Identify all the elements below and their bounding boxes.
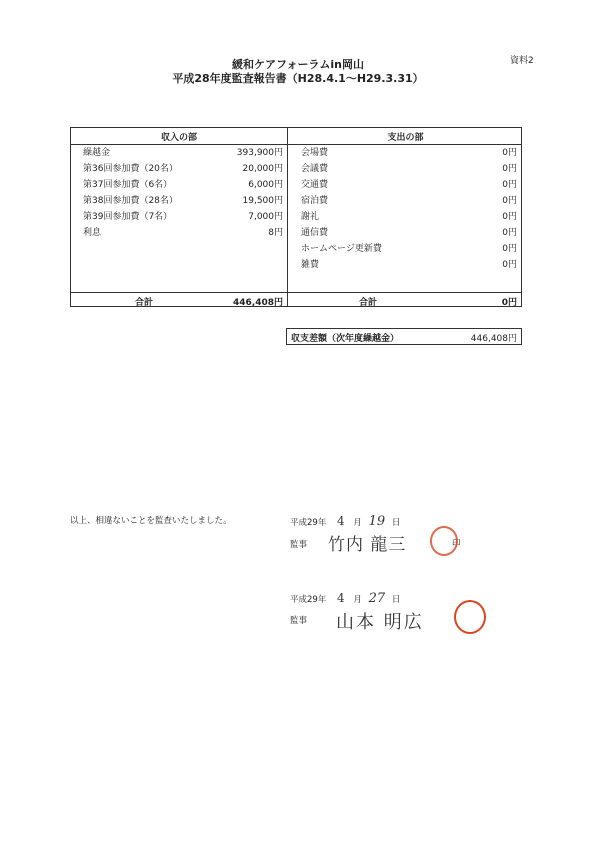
column-divider bbox=[287, 128, 288, 306]
budget-table bbox=[70, 127, 522, 307]
seal-mark: 印 bbox=[452, 539, 461, 549]
balance-box bbox=[286, 328, 522, 345]
date-era: 平成29年 bbox=[290, 518, 327, 528]
expense-label: 雑費 bbox=[301, 260, 320, 270]
date-era: 平成29年 bbox=[290, 595, 327, 605]
date-day: 27 bbox=[368, 591, 386, 606]
income-value: 20,000円 bbox=[242, 164, 283, 174]
balance-value: 446,408円 bbox=[470, 334, 517, 344]
date-month-unit: 月 bbox=[353, 595, 362, 605]
income-total: 446,408円 bbox=[233, 298, 283, 308]
income-label: 第36回参加費（20名） bbox=[83, 164, 178, 174]
expense-value: 0円 bbox=[502, 180, 517, 190]
expense-value: 0円 bbox=[502, 244, 517, 254]
audit-date-1 bbox=[290, 514, 400, 529]
expense-label: 会議費 bbox=[301, 164, 329, 174]
auditor-signature-2: 山本 明広 bbox=[336, 612, 424, 633]
expense-value: 0円 bbox=[502, 196, 517, 206]
date-day-unit: 日 bbox=[391, 518, 401, 528]
auditor-signature-1: 竹内 龍三 bbox=[328, 535, 407, 555]
income-header: 収入の部 bbox=[160, 133, 197, 143]
expense-label: 通信費 bbox=[301, 228, 329, 238]
income-label: 第37回参加費（6名） bbox=[83, 180, 173, 190]
income-value: 6,000円 bbox=[248, 180, 283, 190]
personal-seal-1 bbox=[430, 526, 458, 556]
income-value: 7,000円 bbox=[248, 212, 283, 222]
date-month-unit: 月 bbox=[353, 518, 362, 528]
header-divider bbox=[71, 144, 521, 145]
expense-label: 会場費 bbox=[301, 148, 329, 158]
personal-seal-2 bbox=[454, 600, 486, 634]
income-value: 393,900円 bbox=[236, 148, 283, 158]
income-value: 8円 bbox=[268, 228, 283, 238]
total-divider bbox=[71, 292, 521, 293]
income-value: 19,500円 bbox=[242, 196, 283, 206]
expense-value: 0円 bbox=[502, 164, 517, 174]
expense-header: 支出の部 bbox=[387, 133, 424, 143]
income-label: 利息 bbox=[83, 228, 102, 238]
expense-label: 交通費 bbox=[301, 180, 329, 190]
date-day-unit: 日 bbox=[391, 595, 401, 605]
audit-date-2 bbox=[290, 591, 400, 606]
expense-total-label: 合計 bbox=[359, 298, 378, 308]
audit-declaration: 以上、相違ないことを監査いたしました。 bbox=[70, 516, 232, 526]
date-day: 19 bbox=[368, 514, 386, 529]
organization-name: 緩和ケアフォーラムin岡山 bbox=[232, 58, 364, 71]
auditor-role-2: 監事 bbox=[290, 616, 308, 626]
expense-label: ホームページ更新費 bbox=[301, 244, 382, 254]
report-title: 平成28年度監査報告書（H28.4.1～H29.3.31） bbox=[172, 72, 424, 85]
income-label: 第38回参加費（28名） bbox=[83, 196, 178, 206]
expense-value: 0円 bbox=[502, 260, 517, 270]
income-label: 繰越金 bbox=[83, 148, 111, 158]
expense-value: 0円 bbox=[502, 212, 517, 222]
expense-total: 0円 bbox=[501, 298, 517, 308]
document-reference: 資料2 bbox=[510, 56, 534, 66]
expense-label: 謝礼 bbox=[301, 212, 320, 222]
expense-value: 0円 bbox=[502, 228, 517, 238]
expense-value: 0円 bbox=[502, 148, 517, 158]
auditor-role-1: 監事 bbox=[290, 540, 308, 550]
income-total-label: 合計 bbox=[135, 298, 154, 308]
date-month: 4 bbox=[337, 514, 345, 528]
expense-label: 宿泊費 bbox=[301, 196, 329, 206]
income-label: 第39回参加費（7名） bbox=[83, 212, 173, 222]
balance-label: 収支差額（次年度繰越金） bbox=[291, 334, 400, 344]
date-month: 4 bbox=[337, 591, 345, 605]
